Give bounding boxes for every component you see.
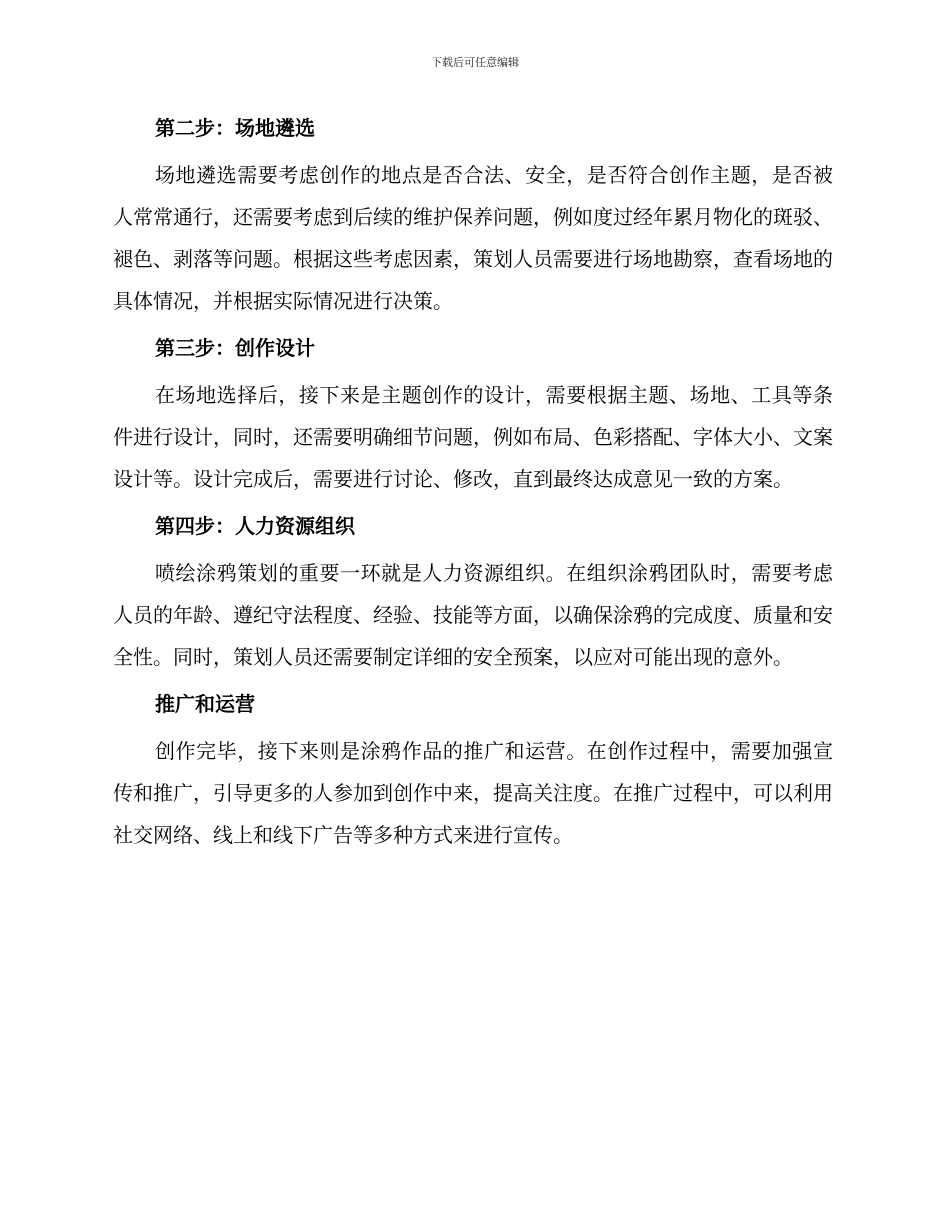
section-heading: 第二步：场地遴选: [155, 116, 315, 140]
section-paragraph: 在场地选择后，接下来是主题创作的设计，需要根据主题、场地、工具等条件进行设计，同时，还需要明确细节问题，例如布局、色彩搭配、字体大小、文案设计等。设计完成后，需要进行讨论、修改，直到最终达成意见一致的方案。: [113, 383, 833, 491]
section-paragraph: 场地遴选需要考虑创作的地点是否合法、安全，是否符合创作主题，是否被人常常通行，还需要考虑到后续的维护保养问题，例如度过经年累月物化的斑驳、褪色、剥落等问题。根据这些考虑因素，策划人员需要进行场地勘察，查看场地的具体情况，并根据实际情况进行决策。: [113, 163, 833, 313]
page-header: 下载后可任意编辑: [431, 56, 519, 69]
section-heading: 推广和运营: [155, 692, 255, 716]
section-heading: 第四步：人力资源组织: [155, 514, 355, 538]
document-body: [113, 110, 833, 864]
section-paragraph: 喷绘涂鸦策划的重要一环就是人力资源组织。在组织涂鸦团队时，需要考虑人员的年龄、遵纪守法程度、经验、技能等方面，以确保涂鸦的完成度、质量和安全性。同时，策划人员还需要制定详细的安全预案，以应对可能出现的意外。: [113, 561, 833, 669]
section-promotion-operation: [113, 686, 833, 856]
section-heading: 第三步：创作设计: [155, 336, 315, 360]
section-paragraph: 创作完毕，接下来则是涂鸦作品的推广和运营。在创作过程中，需要加强宣传和推广，引导更多的人参加到创作中来，提高关注度。在推广过程中，可以利用社交网络、线上和线下广告等多种方式来进行宣传。: [113, 739, 833, 847]
section-creative-design: [113, 330, 833, 500]
section-hr-organization: [113, 508, 833, 678]
section-site-selection: [113, 110, 833, 322]
